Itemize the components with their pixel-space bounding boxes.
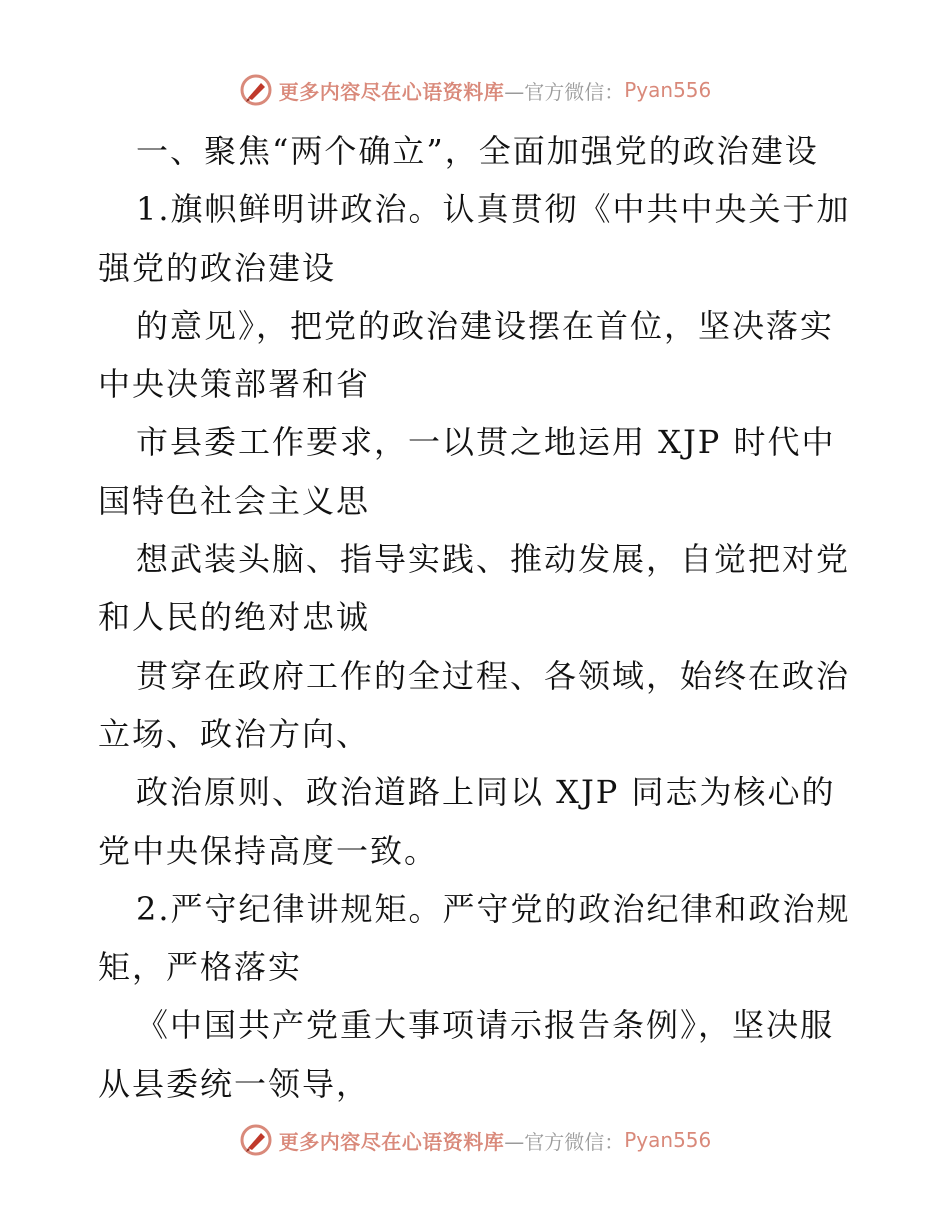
paragraph-line: 2.严守纪律讲规矩。严守党的政治纪律和政治规 xyxy=(136,889,851,928)
paragraph-line: 贯穿在政府工作的全过程、各领域，始终在政治 xyxy=(136,656,851,695)
footer-watermark-banner xyxy=(0,1120,950,1160)
paragraph-line: 中央决策部署和省 xyxy=(98,365,371,404)
paragraph-line: 1.旗帜鲜明讲政治。认真贯彻《中共中央关于加 xyxy=(136,190,851,229)
pen-logo-icon xyxy=(239,1123,273,1157)
paragraph-line: 矩，严格落实 xyxy=(98,948,303,987)
paragraph-line: 《中国共产党重大事项请示报告条例》，坚决服 xyxy=(136,1006,835,1045)
banner-wechat-handle: Pyan556 xyxy=(624,1128,712,1152)
paragraph-line: 强党的政治建设 xyxy=(98,248,337,287)
paragraph-line: 党中央保持高度一致。 xyxy=(98,831,439,870)
banner-brand-text: 更多内容尽在心语资料库 xyxy=(278,79,505,104)
paragraph-line: 国特色社会主义思 xyxy=(98,481,371,520)
section-heading: 一、聚焦“两个确立”，全面加强党的政治建设 xyxy=(136,132,819,170)
paragraph-line: 和人民的绝对忠诚 xyxy=(98,598,371,637)
pen-logo-icon xyxy=(239,73,273,107)
paragraph-line: 想武装头脑、指导实践、推动发展，自觉把对党 xyxy=(136,540,851,579)
paragraph-line: 立场、政治方向、 xyxy=(98,714,371,753)
banner-wechat-handle: Pyan556 xyxy=(624,78,712,102)
paragraph-line: 的意见》，把党的政治建设摆在首位，坚决落实 xyxy=(136,306,835,345)
paragraph-line: 市县委工作要求，一以贯之地运用 XJP 时代中 xyxy=(136,423,836,462)
header-watermark-banner xyxy=(0,70,950,110)
paragraph-line: 从县委统一领导， xyxy=(98,1064,371,1103)
banner-wechat-label: —官方微信： xyxy=(504,79,625,104)
paragraph-line: 政治原则、政治道路上同以 XJP 同志为核心的 xyxy=(136,773,836,812)
banner-brand-text: 更多内容尽在心语资料库 xyxy=(278,1129,505,1154)
banner-wechat-label: —官方微信： xyxy=(504,1129,625,1154)
document-body xyxy=(98,122,850,1113)
